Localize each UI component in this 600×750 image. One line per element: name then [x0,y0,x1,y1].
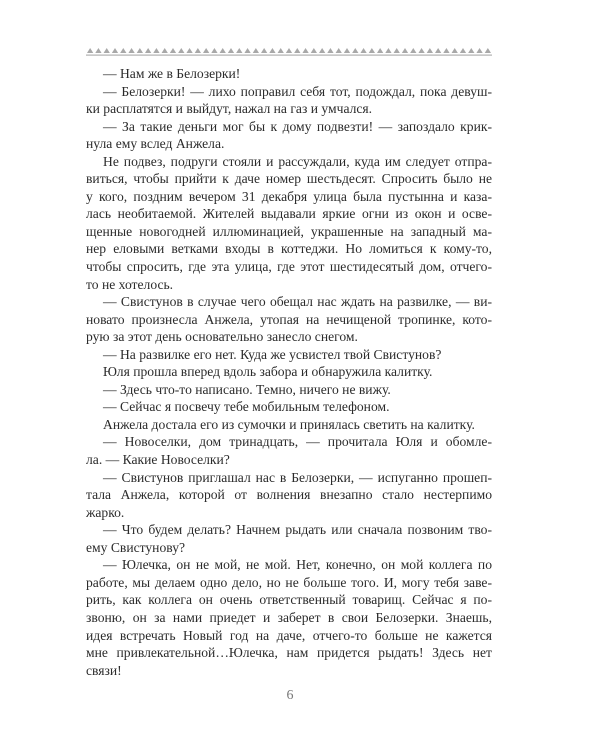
ornament-triangle [211,48,217,53]
ornament-triangle [385,48,391,53]
paragraph [86,293,492,346]
ornament-triangle [236,48,242,53]
paragraph [86,83,492,118]
text-line: новато произнесла Анжела, утопая на нечищеной тропинке, кото- [86,311,492,327]
ornament-triangle [178,48,184,53]
ornament-triangle [112,48,118,53]
text-line: — Нам же в Белозерки! [103,66,241,81]
text-line: Юля прошла вперед вдоль забора и обнаружила калитку. [103,364,433,380]
ornament-triangle [460,48,466,53]
ornament-triangle [319,48,325,53]
ornament-triangle [377,48,383,53]
text-line: — Свистунов в случае чего обещал нас ждать на развилке, — ви- [103,294,492,310]
text-line: щенные новогодней иллюминацией, украшенные на западный ма- [86,223,492,239]
text-line: идея встречать Новый год на даче, отчего-то больше не кажется [86,627,492,643]
ornament-triangle [286,48,292,53]
ornament-triangle [253,48,259,53]
text-line: нула ему вслед Анжела. [86,136,225,152]
ornament-triangle [394,48,400,53]
text-line: — За такие деньги мог бы к дому подвезти! — запоздало крик- [103,118,492,134]
ornament-triangle [186,48,192,53]
paragraph [86,433,492,468]
ornament-triangle [104,48,110,53]
text-line: нер еловыми ветками входы в коттеджи. Но ломиться к кому-то, [86,241,492,257]
ornament-triangle [352,48,358,53]
paragraph [86,153,492,293]
paragraph [86,416,492,434]
paragraph [86,363,492,381]
paragraph [86,556,492,679]
body-text [86,65,492,679]
ornament-triangle [95,48,101,53]
text-line: — Белозерки! — лихо поправил себя тот, подождал, пока девуш- [103,83,492,99]
ornament-triangle [476,48,482,53]
text-line: то не хотелось. [86,276,174,292]
ornament-triangle [145,48,151,53]
ornament-triangle [443,48,449,53]
ornament-rule [86,55,492,56]
ornament-triangle [468,48,474,53]
text-line: — Свистунов приглашал нас в Белозерки, — испуганно прошеп- [103,469,492,485]
ornament-triangle [244,48,250,53]
ornament-triangle [435,48,441,53]
ornament-triangle [336,48,342,53]
ornament-triangle [228,48,234,53]
paragraph [86,381,492,399]
text-line: звоню, он за нами приедет и заберет в свои Белозерки. Знаешь, [86,609,492,625]
ornament-triangle [162,48,168,53]
page-number: 6 [286,688,294,703]
text-line: ему Свистунову? [86,539,186,555]
ornament-triangle [369,48,375,53]
paragraph [86,398,492,416]
ornament-triangle [302,48,308,53]
ornament-triangle [278,48,284,53]
text-line: тала Анжела, которой от волнения внезапно стало нестерпимо [86,487,492,503]
paragraph [86,65,492,83]
ornament-triangle [261,48,267,53]
ornament-triangle [170,48,176,53]
ornament-triangle [402,48,408,53]
ornament-triangle [344,48,350,53]
ornament-triangle [418,48,424,53]
text-line: — На развилке его нет. Куда же усвистел твой Свистунов? [103,346,442,362]
ornament-triangle [195,48,201,53]
text-line: связи! [86,662,122,678]
ornament-triangle [137,48,143,53]
ornament-triangle [120,48,126,53]
paragraph [86,521,492,556]
ornament-triangle [294,48,300,53]
ornament-triangle [203,48,209,53]
text-line: чтобы спросить, где эта улица, где этот шестидесятый дом, отчего- [86,259,492,275]
text-line: Не подвез, подруги стояли и рассуждали, куда им следует отпра- [103,153,492,169]
text-line: жарко. [86,504,125,520]
ornament-triangle [427,48,433,53]
text-line: — Здесь что-то написано. Темно, ничего не вижу. [103,381,391,397]
text-line: лась необитаемой. Жителей выдавали яркие огни из окон и осве- [86,206,492,222]
ornament-triangle [327,48,333,53]
ornament-triangle [485,48,491,53]
ornament-triangle [410,48,416,53]
ornament-triangle [220,48,226,53]
text-line: рую за этот день основательно занесло снегом. [86,329,358,345]
ornament-triangle [128,48,134,53]
text-line: у кого, поздним вечером 31 декабря улица была пустынна и каза- [86,188,492,204]
ornament-triangle [269,48,275,53]
text-line: — Новоселки, дом тринадцать, — прочитала Юля и обомле- [103,434,492,450]
ornament-triangle [153,48,159,53]
header-ornament [86,45,492,57]
text-line: ки расплатятся и выйдут, нажал на газ и умчался. [86,101,373,117]
ornament-triangle [360,48,366,53]
ornament-triangle [452,48,458,53]
text-line: мне привлекательной…Юлечка, нам придется рыдать! Здесь нет [86,645,492,661]
text-line: — Что будем делать? Начнем рыдать или сначала позвоним тво- [103,522,492,538]
paragraph [86,469,492,522]
text-line: рить, как коллега он очень ответственный товарищ. Сейчас я по- [86,592,492,608]
ornament-triangle [311,48,317,53]
text-line: Анжела достала его из сумочки и принялась светить на калитку. [103,416,475,432]
text-line: — Юлечка, он не мой, не мой. Нет, конечно, он мой коллега по [103,557,492,573]
paragraph [86,118,492,153]
text-line: виться, чтобы прийти к даче номер шестьдесят. Спросить было не [86,171,492,187]
text-line: ла. — Какие Новоселки? [86,452,230,468]
paragraph [86,346,492,364]
text-line: работе, мы делаем одно дело, но не больше того. И, могу тебя заве- [86,574,492,590]
text-line: — Сейчас я посвечу тебе мобильным телефоном. [103,399,390,415]
ornament-triangle [87,48,93,53]
